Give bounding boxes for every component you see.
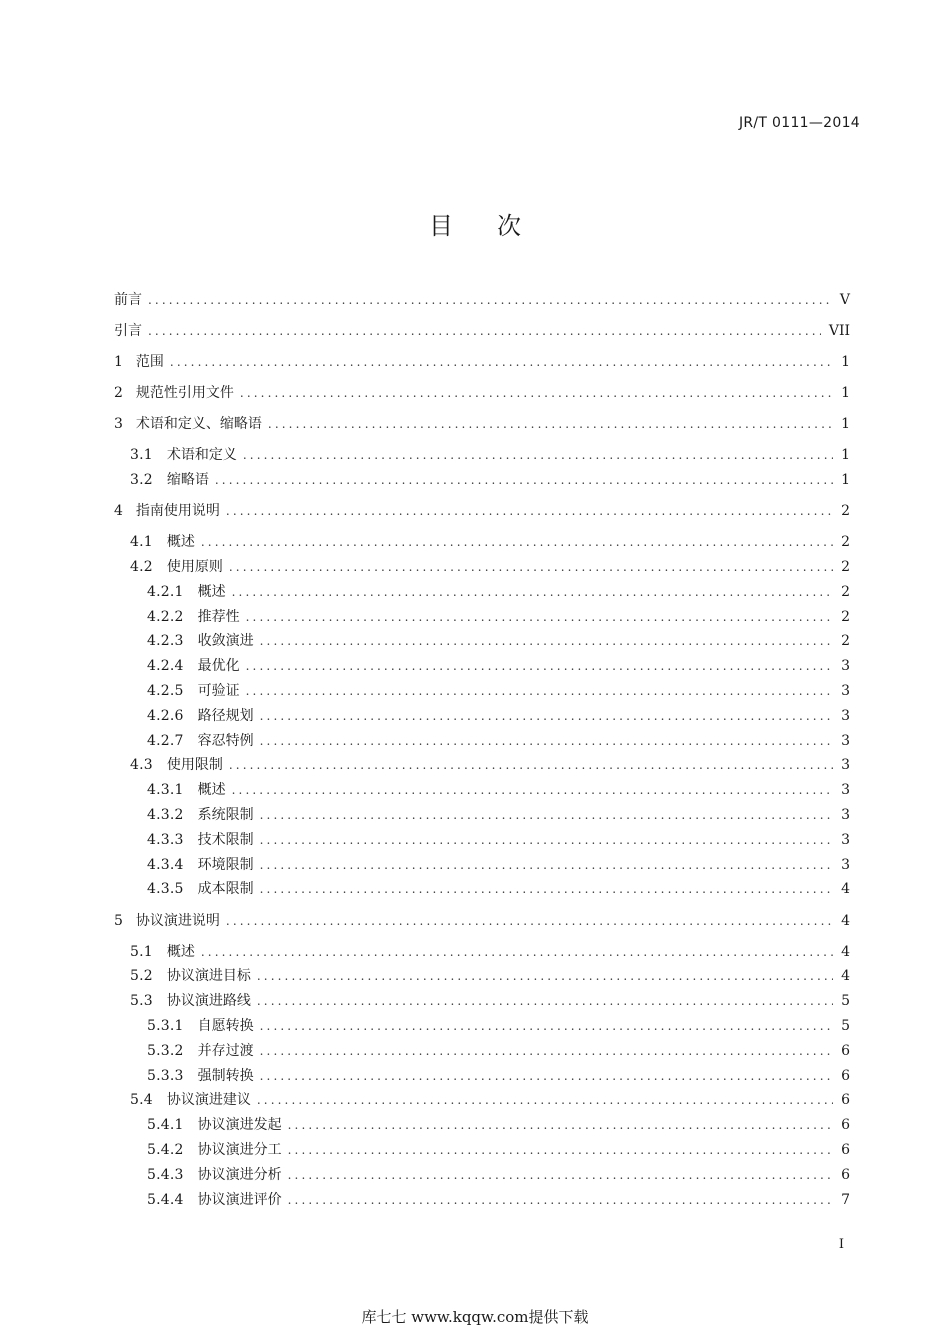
toc-entry-number: 4.2.6: [147, 707, 184, 724]
toc-entry-number: 5.3.2: [147, 1042, 184, 1059]
toc-entry[interactable]: [114, 316, 850, 341]
toc-entry-title: 成本限制: [197, 881, 254, 898]
toc-dot-leader: [257, 966, 833, 986]
toc-entry[interactable]: [114, 465, 850, 490]
toc-dot-leader: [201, 532, 833, 552]
toc-entry-title: 可验证: [197, 683, 240, 700]
toc-entry[interactable]: [114, 850, 850, 875]
toc-entry-page: 6: [841, 1092, 850, 1109]
toc-entry[interactable]: [114, 825, 850, 850]
toc-entry-title: 环境限制: [197, 856, 254, 873]
toc-entry-title: 推荐性: [197, 608, 240, 625]
toc-entry-page: VII: [828, 322, 850, 339]
toc-entry-title: 协议演进评价: [197, 1191, 282, 1208]
toc-dot-leader: [260, 1041, 833, 1061]
toc-dot-leader: [288, 1140, 833, 1160]
toc-entry-title: 概述: [166, 943, 195, 960]
toc-entry-number: 5.2: [130, 968, 153, 985]
toc-title-char-1: 目: [429, 212, 453, 240]
toc-entry-page: 2: [841, 503, 850, 520]
toc-entry-number: 3.1: [130, 447, 153, 464]
toc-entry-title: 系统限制: [197, 807, 254, 824]
toc-entry-title: 协议演进路线: [166, 993, 251, 1010]
toc-entry-number: 3: [114, 416, 123, 433]
toc-entry-number: 4.2.1: [147, 583, 184, 600]
toc-entry[interactable]: [114, 962, 850, 987]
toc-entry[interactable]: [114, 1086, 850, 1111]
toc-entry-page: 2: [841, 608, 850, 625]
toc-entry-page: 3: [841, 856, 850, 873]
toc-dot-leader: [257, 991, 833, 1011]
toc-entry-page: 2: [841, 583, 850, 600]
toc-entry-number: 4.3.5: [147, 881, 184, 898]
toc-entry-number: 5.3.3: [147, 1067, 184, 1084]
toc-entry-number: 5.4.3: [147, 1166, 184, 1183]
toc-entry[interactable]: [114, 409, 850, 434]
toc-entry[interactable]: [114, 627, 850, 652]
toc-dot-leader: [201, 942, 833, 962]
toc-entry[interactable]: [114, 1011, 850, 1036]
toc-entry[interactable]: [114, 701, 850, 726]
footer-credit: 库七七 www.kqqw.com提供下载: [361, 1308, 589, 1326]
toc-entry-number: 5.4.2: [147, 1141, 184, 1158]
toc-entry-page: 2: [841, 559, 850, 576]
toc-entry[interactable]: [114, 1185, 850, 1210]
toc-entry-page: 3: [841, 807, 850, 824]
toc-dot-leader: [215, 470, 833, 490]
toc-entry[interactable]: [114, 1135, 850, 1160]
toc-entry-page: 6: [841, 1117, 850, 1134]
toc-entry-number: 5.3: [130, 993, 153, 1010]
toc-entry-title: 术语和定义、缩略语: [135, 416, 262, 433]
toc-entry-number: 4.1: [130, 534, 153, 551]
toc-entry-page: 3: [841, 683, 850, 700]
toc-entry-page: 4: [841, 912, 850, 929]
toc-entry-number: 4.3.2: [147, 807, 184, 824]
toc-entry-number: 4.2: [130, 559, 153, 576]
toc-entry[interactable]: [114, 285, 850, 310]
toc-dot-leader: [288, 1165, 833, 1185]
toc-entry-title: 协议演进建议: [166, 1092, 251, 1109]
toc-entry[interactable]: [114, 651, 850, 676]
document-code: JR/T 0111—2014: [738, 115, 860, 131]
toc-entry[interactable]: [114, 875, 850, 900]
table-of-contents: [114, 285, 850, 1210]
toc-entry[interactable]: [114, 726, 850, 751]
toc-entry[interactable]: [114, 1110, 850, 1135]
toc-entry-title: 自愿转换: [197, 1017, 254, 1034]
toc-entry[interactable]: [114, 440, 850, 465]
toc-entry-page: 4: [841, 943, 850, 960]
toc-entry-page: 3: [841, 757, 850, 774]
toc-entry[interactable]: [114, 1061, 850, 1086]
toc-entry[interactable]: [114, 496, 850, 521]
toc-entry-page: 3: [841, 732, 850, 749]
toc-entry-title: 收敛演进: [197, 633, 254, 650]
toc-dot-leader: [226, 911, 833, 931]
toc-entry[interactable]: [114, 906, 850, 931]
toc-entry-number: 4.2.4: [147, 658, 184, 675]
toc-entry-title: 使用限制: [166, 757, 223, 774]
toc-entry-title: 术语和定义: [166, 447, 237, 464]
toc-dot-leader: [260, 855, 833, 875]
toc-entry-number: 4.2.7: [147, 732, 184, 749]
toc-entry-number: 1: [114, 353, 123, 370]
toc-entry-title: 范围: [135, 353, 164, 370]
toc-dot-leader: [170, 352, 833, 372]
toc-entry-number: 5.3.1: [147, 1017, 184, 1034]
toc-entry-number: 4.2.5: [147, 683, 184, 700]
toc-entry-title: 概述: [197, 782, 226, 799]
toc-dot-leader: [246, 607, 833, 627]
toc-entry-page: 4: [841, 968, 850, 985]
toc-dot-leader: [260, 731, 833, 751]
toc-entry-title: 概述: [166, 534, 195, 551]
toc-entry[interactable]: [114, 378, 850, 403]
toc-entry[interactable]: [114, 347, 850, 372]
toc-entry-title: 协议演进分工: [197, 1141, 282, 1158]
toc-entry-page: V: [839, 291, 850, 308]
toc-entry[interactable]: [114, 552, 850, 577]
toc-entry-number: 4.3: [130, 757, 153, 774]
toc-entry-number: 4.3.3: [147, 831, 184, 848]
toc-dot-leader: [268, 414, 833, 434]
toc-entry-title: 最优化: [197, 658, 240, 675]
toc-entry-title: 缩略语: [166, 472, 209, 489]
toc-entry-page: 3: [841, 831, 850, 848]
toc-dot-leader: [229, 557, 833, 577]
toc-entry-page: 6: [841, 1067, 850, 1084]
toc-entry-page: 2: [841, 633, 850, 650]
toc-entry-page: 1: [841, 416, 850, 433]
toc-entry-number: 5.4.4: [147, 1191, 184, 1208]
toc-entry-number: 4.2.2: [147, 608, 184, 625]
toc-entry-number: 5.4.1: [147, 1117, 184, 1134]
toc-dot-leader: [243, 445, 833, 465]
toc-entry-title: 协议演进分析: [197, 1166, 282, 1183]
toc-dot-leader: [232, 780, 833, 800]
toc-entry-number: 5.4: [130, 1092, 153, 1109]
toc-entry[interactable]: [114, 676, 850, 701]
toc-entry[interactable]: [114, 577, 850, 602]
toc-dot-leader: [226, 501, 833, 521]
toc-entry-page: 3: [841, 782, 850, 799]
toc-dot-leader: [260, 1066, 833, 1086]
toc-dot-leader: [260, 1016, 833, 1036]
toc-entry[interactable]: [114, 527, 850, 552]
toc-entry-page: 1: [841, 385, 850, 402]
toc-entry-number: 4.3.4: [147, 856, 184, 873]
toc-entry[interactable]: [114, 937, 850, 962]
toc-dot-leader: [260, 631, 833, 651]
toc-entry-title: 前言: [114, 291, 142, 308]
toc-dot-leader: [260, 706, 833, 726]
page-number: I: [838, 1237, 844, 1252]
toc-entry[interactable]: [114, 602, 850, 627]
toc-entry-page: 7: [841, 1191, 850, 1208]
toc-entry-page: 5: [841, 1017, 850, 1034]
toc-entry-page: 5: [841, 993, 850, 1010]
toc-entry-title: 协议演进说明: [135, 912, 220, 929]
toc-dot-leader: [229, 755, 833, 775]
toc-dot-leader: [288, 1115, 833, 1135]
toc-entry-page: 6: [841, 1042, 850, 1059]
toc-entry-page: 3: [841, 707, 850, 724]
toc-entry-page: 1: [841, 447, 850, 464]
toc-entry-page: 2: [841, 534, 850, 551]
toc-dot-leader: [148, 290, 832, 310]
toc-entry-title: 并存过渡: [197, 1042, 254, 1059]
toc-dot-leader: [260, 879, 833, 899]
toc-entry-title: 协议演进目标: [166, 968, 251, 985]
toc-entry-page: 6: [841, 1166, 850, 1183]
toc-title: [0, 206, 950, 241]
toc-entry-number: 2: [114, 385, 123, 402]
toc-entry-number: 4.2.3: [147, 633, 184, 650]
toc-entry[interactable]: [114, 751, 850, 776]
toc-entry-number: 5.1: [130, 943, 153, 960]
toc-dot-leader: [260, 830, 833, 850]
toc-entry-page: 1: [841, 472, 850, 489]
toc-title-char-2: 次: [497, 212, 521, 240]
toc-entry-number: 5: [114, 912, 123, 929]
toc-dot-leader: [260, 805, 833, 825]
toc-dot-leader: [148, 321, 821, 341]
toc-entry-title: 协议演进发起: [197, 1117, 282, 1134]
toc-entry-number: 3.2: [130, 472, 153, 489]
toc-entry-page: 1: [841, 353, 850, 370]
toc-entry-title: 引言: [114, 322, 142, 339]
toc-entry-number: 4.3.1: [147, 782, 184, 799]
toc-entry-title: 强制转换: [197, 1067, 254, 1084]
toc-entry-page: 6: [841, 1141, 850, 1158]
toc-entry[interactable]: [114, 1036, 850, 1061]
toc-entry-title: 技术限制: [197, 831, 254, 848]
toc-dot-leader: [257, 1090, 833, 1110]
toc-dot-leader: [246, 681, 833, 701]
toc-entry-number: 4: [114, 503, 123, 520]
toc-entry-title: 路径规划: [197, 707, 254, 724]
toc-entry-title: 指南使用说明: [135, 503, 220, 520]
toc-entry-page: 3: [841, 658, 850, 675]
toc-entry-page: 4: [841, 881, 850, 898]
toc-dot-leader: [232, 582, 833, 602]
toc-entry[interactable]: [114, 775, 850, 800]
toc-dot-leader: [240, 383, 833, 403]
toc-entry-title: 使用原则: [166, 559, 223, 576]
toc-entry[interactable]: [114, 986, 850, 1011]
toc-dot-leader: [288, 1190, 833, 1210]
toc-entry-title: 容忍特例: [197, 732, 254, 749]
toc-entry[interactable]: [114, 800, 850, 825]
toc-entry-title: 概述: [197, 583, 226, 600]
toc-dot-leader: [246, 656, 833, 676]
toc-entry[interactable]: [114, 1160, 850, 1185]
toc-entry-title: 规范性引用文件: [135, 385, 234, 402]
